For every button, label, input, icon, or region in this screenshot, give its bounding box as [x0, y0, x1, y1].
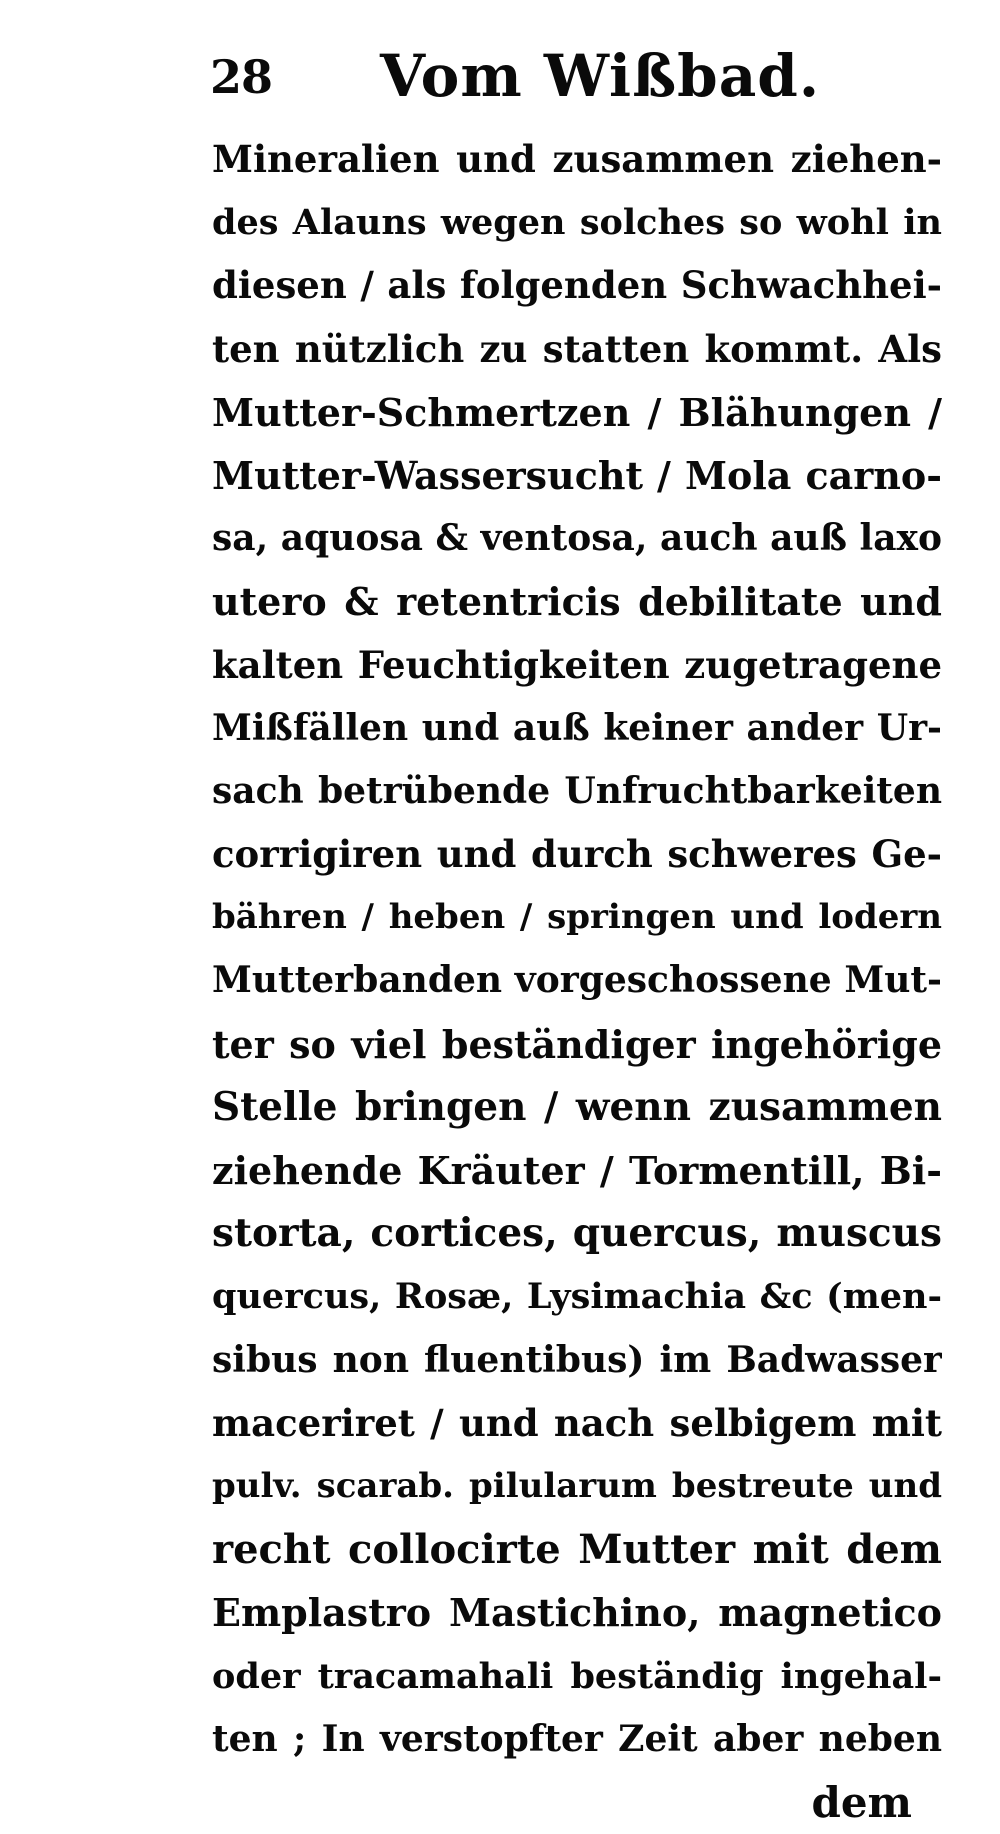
text-line: Mutterbanden vorgeschossene Mut-	[212, 959, 942, 1002]
text-line: Mineralien und zusammen ziehen-	[212, 137, 942, 181]
text-line: Emplastro Mastichino, magnetico	[212, 1590, 942, 1636]
text-line: ten ; In verstopfter Zeit aber neben	[212, 1717, 942, 1760]
text-line: pulv. scarab. pilularum bestreute und	[212, 1465, 942, 1506]
text-line: ter so viel beständiger ingehörige	[212, 1021, 942, 1067]
text-line: oder tracamahali beständig ingehal-	[212, 1655, 942, 1697]
text-line: des Alauns wegen solches so wohl in	[212, 202, 942, 244]
text-line: kalten Feuchtigkeiten zugetragene	[212, 642, 942, 687]
text-line: ten nützlich zu statten kommt. Als	[212, 326, 942, 371]
text-line: bähren / heben / springen und lodern	[212, 897, 942, 938]
text-line: recht collocirte Mutter mit dem	[212, 1526, 942, 1574]
page-number: 28	[210, 50, 273, 104]
text-line: storta, cortices, quercus, muscus	[212, 1210, 942, 1257]
text-line: maceriret / und nach selbigem mit	[212, 1400, 942, 1445]
page-header	[210, 42, 930, 117]
text-line: ziehende Kräuter / Tormentill, Bi-	[212, 1148, 942, 1193]
text-line: sibus non fluentibus) im Badwasser	[212, 1338, 942, 1381]
text-line: Mutter-Schmertzen / Blähungen /	[212, 389, 942, 435]
text-line: utero & retentricis debilitate und	[212, 579, 942, 625]
text-line: diesen / als folgenden Schwachhei-	[212, 263, 942, 308]
text-line: quercus, Rosæ, Lysimachia &c (men-	[212, 1276, 942, 1318]
text-line: sa, aquosa & ventosa, auch auß laxo	[212, 517, 942, 560]
body-text	[212, 128, 942, 1834]
text-line: Stelle bringen / wenn zusammen	[212, 1083, 942, 1130]
catchword: dem	[811, 1777, 912, 1827]
text-line: Mutter-Wassersucht / Mola carno-	[212, 452, 942, 498]
text-line: sach betrübende Unfruchtbarkeiten	[212, 769, 942, 812]
running-head: Vom Wißbad.	[380, 42, 821, 110]
text-line: Mißfällen und auß keiner ander Ur-	[212, 706, 942, 749]
text-line: corrigiren und durch schweres Ge-	[212, 832, 942, 877]
